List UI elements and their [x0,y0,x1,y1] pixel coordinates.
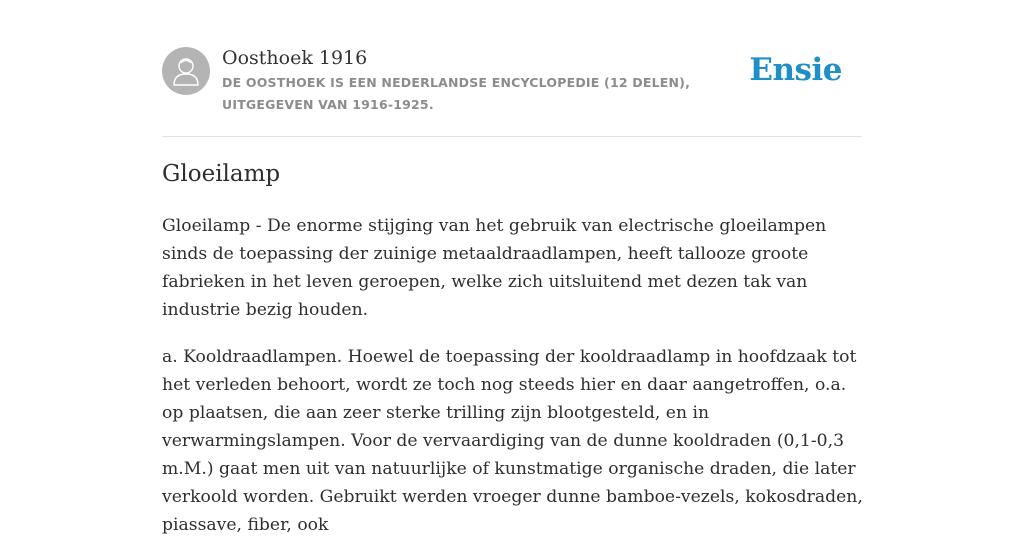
user-avatar-icon[interactable] [162,47,210,95]
ensie-logo[interactable]: Ensie [749,52,842,88]
source-description: DE OOSTHOEK IS EEN NEDERLANDSE ENCYCLOPEDIE (12 DELEN), UITGEGEVEN VAN 1916-1925. [222,75,691,112]
article-body [162,212,867,558]
article-title: Gloeilamp [162,161,281,187]
article-paragraph: Gloeilamp - De enorme stijging van het gebruik van electrische gloeilampen sinds de toepassing der zuinige metaaldraadlampen, heeft tallooze groote fabrieken in het leven geroepen, welke zich uitsluitend met dezen tak van industrie bezig houden. [162,216,827,320]
source-name[interactable]: Oosthoek 1916 [222,47,368,69]
article-paragraph: a. Kooldraadlampen. Hoewel de toepassing der kooldraadlamp in hoofdzaak tot het verleden behoort, wordt ze toch nog steeds hier en daar aangetroffen, o.a. op plaatsen, die aan zeer sterke trilling zijn blootgesteld, en in verwarmingslampen. Voor de vervaardiging van de dunne kooldraden (0,1-0,3 m.M.) gaat men uit van natuurlijke of kunstmatige organische draden, die later verkoold worden. Gebruikt werden vroeger dunne bamboe-vezels, kokosdraden, piassave, fiber, ook [162,347,863,535]
source-header [162,44,862,137]
